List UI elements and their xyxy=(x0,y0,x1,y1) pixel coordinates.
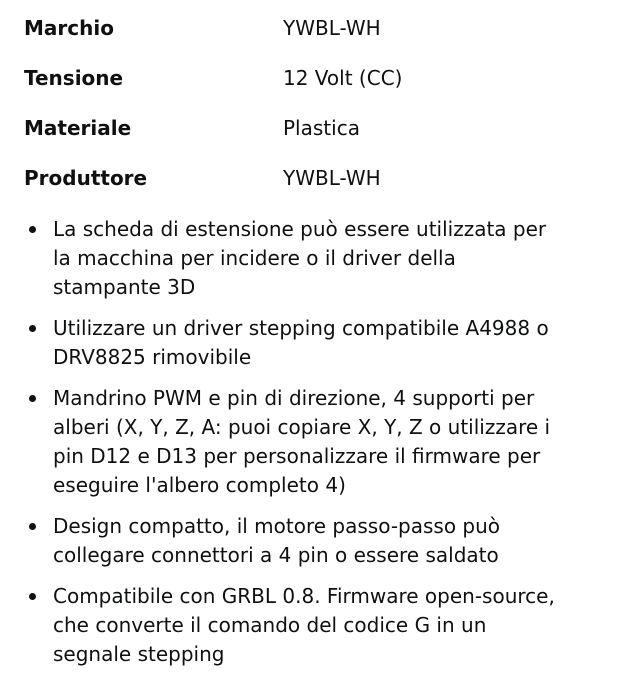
spec-row-material xyxy=(24,115,640,141)
feature-bullet-item xyxy=(24,384,640,500)
spec-row-brand xyxy=(24,15,640,41)
feature-bullet-text: La scheda di estensione può essere utilizzata per la macchina per incidere o il driver della stampante 3D xyxy=(53,217,547,299)
spec-label: Marchio xyxy=(24,16,114,40)
feature-bullet-item xyxy=(24,215,640,302)
feature-bullet-text: Utilizzare un driver stepping compatibile A4988 o DRV8825 rimovibile xyxy=(53,316,549,369)
spec-value: 12 Volt (CC) xyxy=(283,66,403,90)
bullet-dot-icon xyxy=(29,395,36,402)
feature-bullet-text: Mandrino PWM e pin di direzione, 4 supporti per alberi (X, Y, Z, A: puoi copiare X, Y, Z o utilizzare i pin D12 e D13 per personalizzare il firmware per eseguire l'albero completo 4) xyxy=(53,386,551,497)
spec-value: YWBL-WH xyxy=(283,166,381,190)
bullet-dot-icon xyxy=(29,325,36,332)
spec-value: YWBL-WH xyxy=(283,16,381,40)
bullet-dot-icon xyxy=(29,226,36,233)
spec-label: Materiale xyxy=(24,116,132,140)
feature-bullet-item xyxy=(24,314,640,372)
spec-row-manufacturer xyxy=(24,165,640,191)
spec-label: Produttore xyxy=(24,166,148,190)
product-spec-table xyxy=(24,15,640,191)
bullet-dot-icon xyxy=(29,593,36,600)
feature-bullet-text: Design compatto, il motore passo-passo può collegare connettori a 4 pin o essere saldato xyxy=(53,514,501,567)
spec-value: Plastica xyxy=(283,116,360,140)
feature-bullet-item xyxy=(24,512,640,570)
feature-bullet-list xyxy=(24,215,640,669)
bullet-dot-icon xyxy=(29,523,36,530)
feature-bullet-item xyxy=(24,582,640,669)
spec-label: Tensione xyxy=(24,66,124,90)
spec-row-voltage xyxy=(24,65,640,91)
feature-bullet-text: Compatibile con GRBL 0.8. Firmware open-source, che converte il comando del codice G in un segnale stepping xyxy=(53,584,555,666)
